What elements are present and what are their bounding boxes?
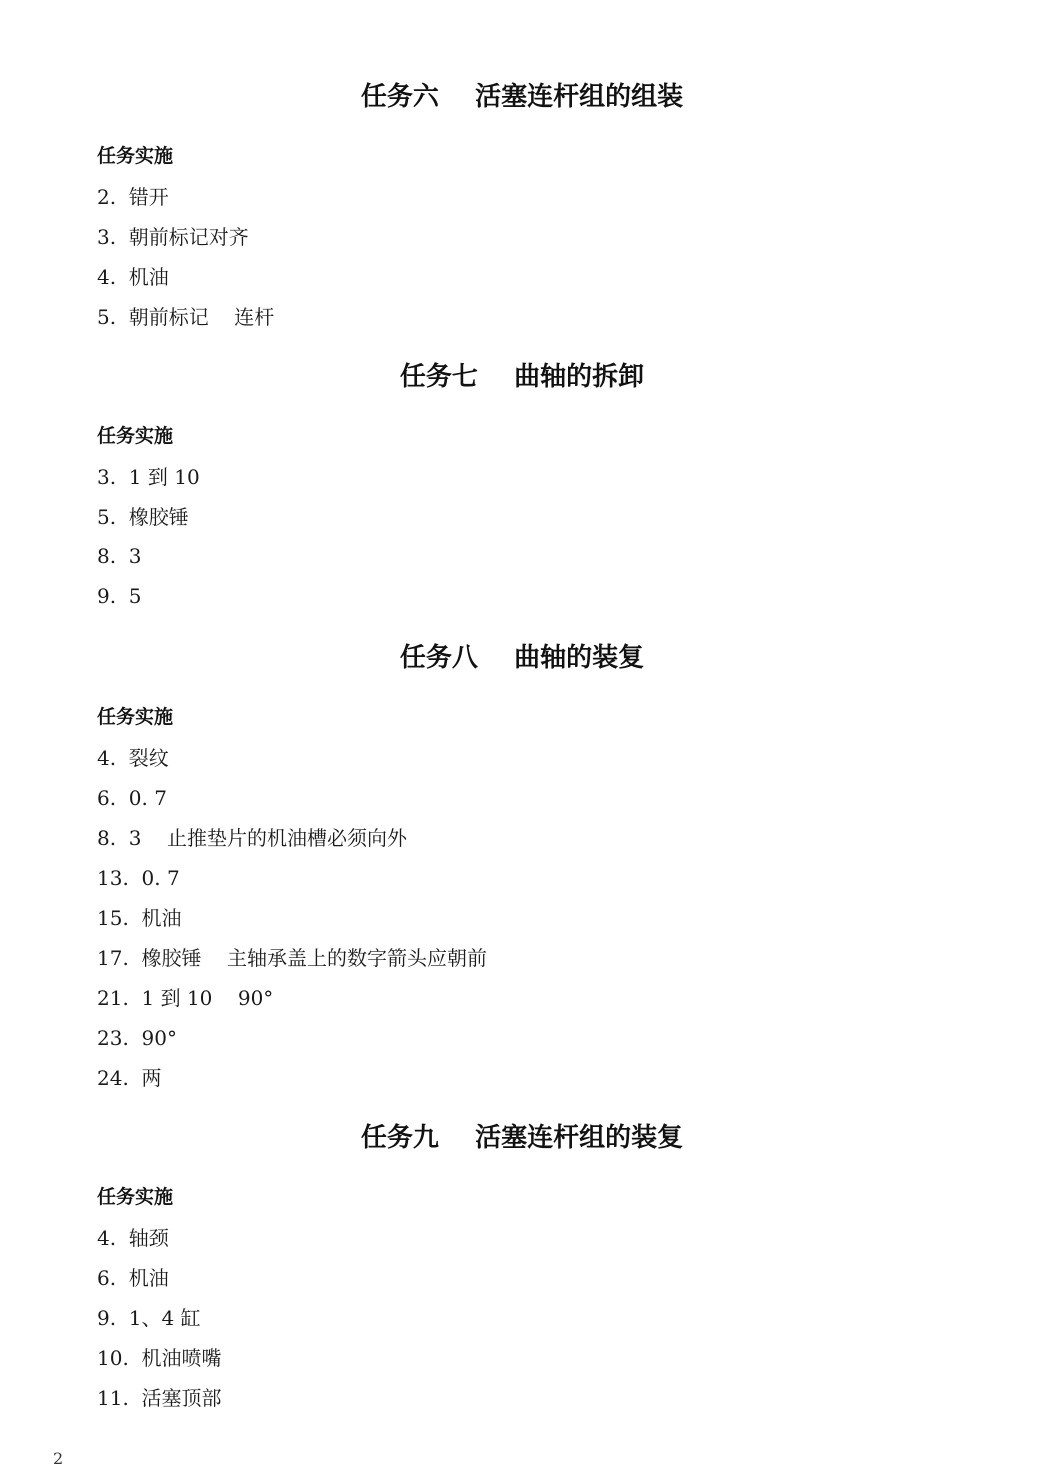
answer-line: 5. 橡胶锤 [97, 505, 189, 529]
answer-line: 21. 1 到 10 90° [97, 986, 274, 1010]
answer-line: 17. 橡胶锤 主轴承盖上的数字箭头应朝前 [97, 946, 487, 970]
answer-line: 13. 0. 7 [97, 866, 180, 890]
subheading-task-9: 任务实施 [97, 1186, 174, 1208]
subheading-task-8: 任务实施 [97, 706, 174, 728]
answer-line: 3. 朝前标记对齐 [97, 225, 249, 249]
answer-line: 4. 轴颈 [97, 1226, 169, 1250]
answer-line: 2. 错开 [97, 185, 169, 209]
answer-line: 9. 1、4 缸 [97, 1306, 201, 1330]
answer-line: 9. 5 [97, 584, 142, 608]
section-title-task-6: 任务六 活塞连杆组的组装 [360, 82, 684, 112]
page-number: 2 [53, 1449, 64, 1468]
answer-line: 4. 机油 [97, 265, 169, 289]
answer-line: 8. 3 [97, 544, 142, 568]
answer-line: 6. 机油 [97, 1266, 169, 1290]
section-title-task-7: 任务七 曲轴的拆卸 [399, 362, 645, 392]
answer-line: 24. 两 [97, 1066, 162, 1090]
section-title-task-9: 任务九 活塞连杆组的装复 [360, 1123, 684, 1153]
subheading-task-7: 任务实施 [97, 425, 174, 447]
answer-line: 23. 90° [97, 1026, 177, 1050]
answer-line: 8. 3 止推垫片的机油槽必须向外 [97, 826, 407, 850]
answer-line: 10. 机油喷嘴 [97, 1346, 222, 1370]
answer-line: 15. 机油 [97, 906, 182, 930]
answer-line: 11. 活塞顶部 [97, 1386, 222, 1410]
answer-line: 6. 0. 7 [97, 786, 167, 810]
answer-line: 3. 1 到 10 [97, 465, 200, 489]
answer-line: 4. 裂纹 [97, 746, 169, 770]
subheading-task-6: 任务实施 [97, 145, 174, 167]
section-title-task-8: 任务八 曲轴的装复 [399, 643, 645, 673]
answer-line: 5. 朝前标记 连杆 [97, 305, 275, 329]
